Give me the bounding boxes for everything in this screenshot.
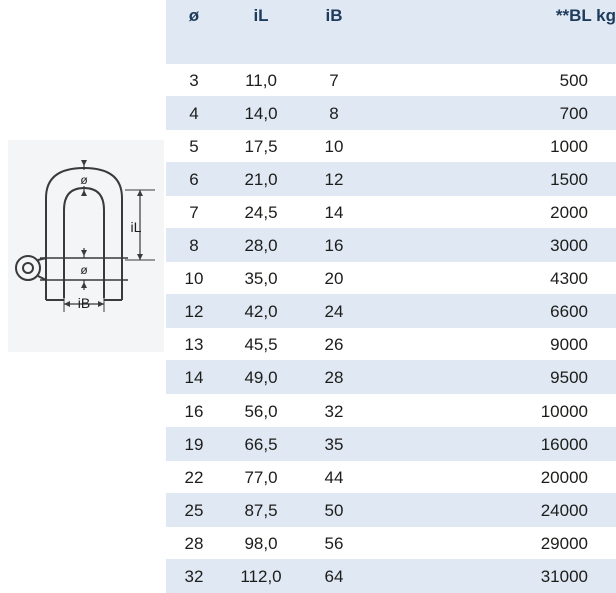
cell-breaking-load: 9000	[550, 335, 588, 355]
cell-diameter: 16	[184, 401, 204, 421]
header-breaking-load: **BL kg	[555, 6, 616, 25]
cell-il: 87,5	[244, 500, 278, 520]
cell-diameter: 7	[189, 203, 199, 223]
cell-breaking-load: 31000	[540, 566, 588, 586]
cell-ib: 24	[324, 302, 344, 322]
cell-ib: 16	[324, 236, 344, 256]
cell-il: 35,0	[244, 269, 278, 289]
table-row	[166, 295, 616, 328]
cell-diameter: 32	[184, 566, 204, 586]
cell-il: 21,0	[244, 170, 278, 190]
cell-diameter: 6	[189, 170, 199, 190]
cell-il: 45,5	[244, 335, 278, 355]
cell-il: 28,0	[244, 236, 278, 256]
cell-breaking-load: 9500	[550, 368, 588, 388]
cell-il: 49,0	[244, 368, 278, 388]
table-row	[166, 97, 616, 130]
cell-il: 56,0	[244, 401, 278, 421]
header-diameter: ø	[188, 6, 200, 25]
table-row	[166, 361, 616, 394]
cell-breaking-load: 24000	[540, 500, 588, 520]
cell-il: 24,5	[244, 203, 278, 223]
cell-breaking-load: 3000	[550, 236, 588, 256]
cell-il: 98,0	[244, 533, 278, 553]
cell-il: 17,5	[244, 137, 278, 157]
diagram-ib-label: iB	[77, 295, 91, 311]
diagram-diameter-pin-label: ø	[80, 263, 88, 277]
shackle-diagram-panel	[0, 0, 166, 592]
table-row	[166, 328, 616, 361]
cell-il: 66,5	[244, 434, 278, 454]
cell-il: 14,0	[244, 104, 278, 124]
cell-ib: 50	[324, 500, 344, 520]
table-row	[166, 262, 616, 295]
cell-il: 11,0	[245, 71, 277, 90]
table-header	[166, 0, 616, 64]
cell-diameter: 3	[189, 71, 199, 90]
cell-diameter: 22	[184, 467, 204, 487]
diagram-diameter-top-label: ø	[80, 173, 88, 187]
cell-diameter: 4	[189, 104, 199, 124]
cell-diameter: 8	[189, 236, 199, 256]
cell-ib: 64	[324, 566, 344, 586]
cell-ib: 10	[324, 137, 344, 157]
cell-il: 42,0	[244, 302, 278, 322]
cell-breaking-load: 1000	[550, 137, 588, 157]
cell-il: 77,0	[244, 467, 278, 487]
cell-ib: 12	[324, 170, 344, 190]
cell-ib: 14	[324, 203, 344, 223]
shackle-diagram	[0, 140, 166, 352]
table-row	[166, 64, 616, 97]
table-row	[166, 130, 616, 163]
cell-ib: 8	[329, 104, 339, 124]
cell-ib: 20	[324, 269, 344, 289]
cell-breaking-load: 2000	[550, 203, 588, 223]
table-row	[166, 395, 616, 428]
table-row	[166, 428, 616, 461]
cell-ib: 35	[324, 434, 344, 454]
cell-ib: 26	[324, 335, 344, 355]
cell-il: 112,0	[240, 566, 282, 586]
cell-breaking-load: 10000	[540, 401, 588, 421]
cell-ib: 32	[324, 401, 344, 421]
cell-diameter: 5	[189, 137, 199, 157]
cell-ib: 7	[329, 71, 339, 90]
cell-breaking-load: 16000	[540, 434, 588, 454]
cell-breaking-load: 20000	[540, 467, 588, 487]
table-row	[166, 461, 616, 494]
cell-breaking-load: 700	[559, 104, 588, 124]
cell-diameter: 19	[184, 434, 204, 454]
cell-breaking-load: 4300	[550, 269, 588, 289]
cell-diameter: 28	[184, 533, 204, 553]
cell-breaking-load: 29000	[540, 533, 588, 553]
cell-diameter: 14	[184, 368, 204, 388]
cell-breaking-load: 6600	[550, 302, 588, 322]
cell-ib: 44	[324, 467, 344, 487]
cell-breaking-load: 1500	[550, 170, 588, 190]
cell-diameter: 13	[184, 335, 204, 355]
header-ib: iB	[325, 6, 343, 25]
cell-ib: 28	[324, 368, 344, 388]
table-row	[166, 163, 616, 196]
table-row	[166, 560, 616, 593]
cell-diameter: 10	[184, 269, 204, 289]
table-row	[166, 494, 616, 527]
cell-diameter: 25	[184, 500, 204, 520]
cell-ib: 56	[324, 533, 344, 553]
cell-breaking-load: 500	[559, 71, 588, 90]
table-row	[166, 196, 616, 229]
table-row	[166, 527, 616, 560]
pin-eye	[16, 256, 40, 280]
cell-diameter: 12	[184, 302, 204, 322]
header-il: iL	[253, 6, 269, 25]
table-row	[166, 229, 616, 262]
diagram-il-label: iL	[130, 219, 142, 235]
shackle-dimensions-table	[166, 0, 616, 592]
